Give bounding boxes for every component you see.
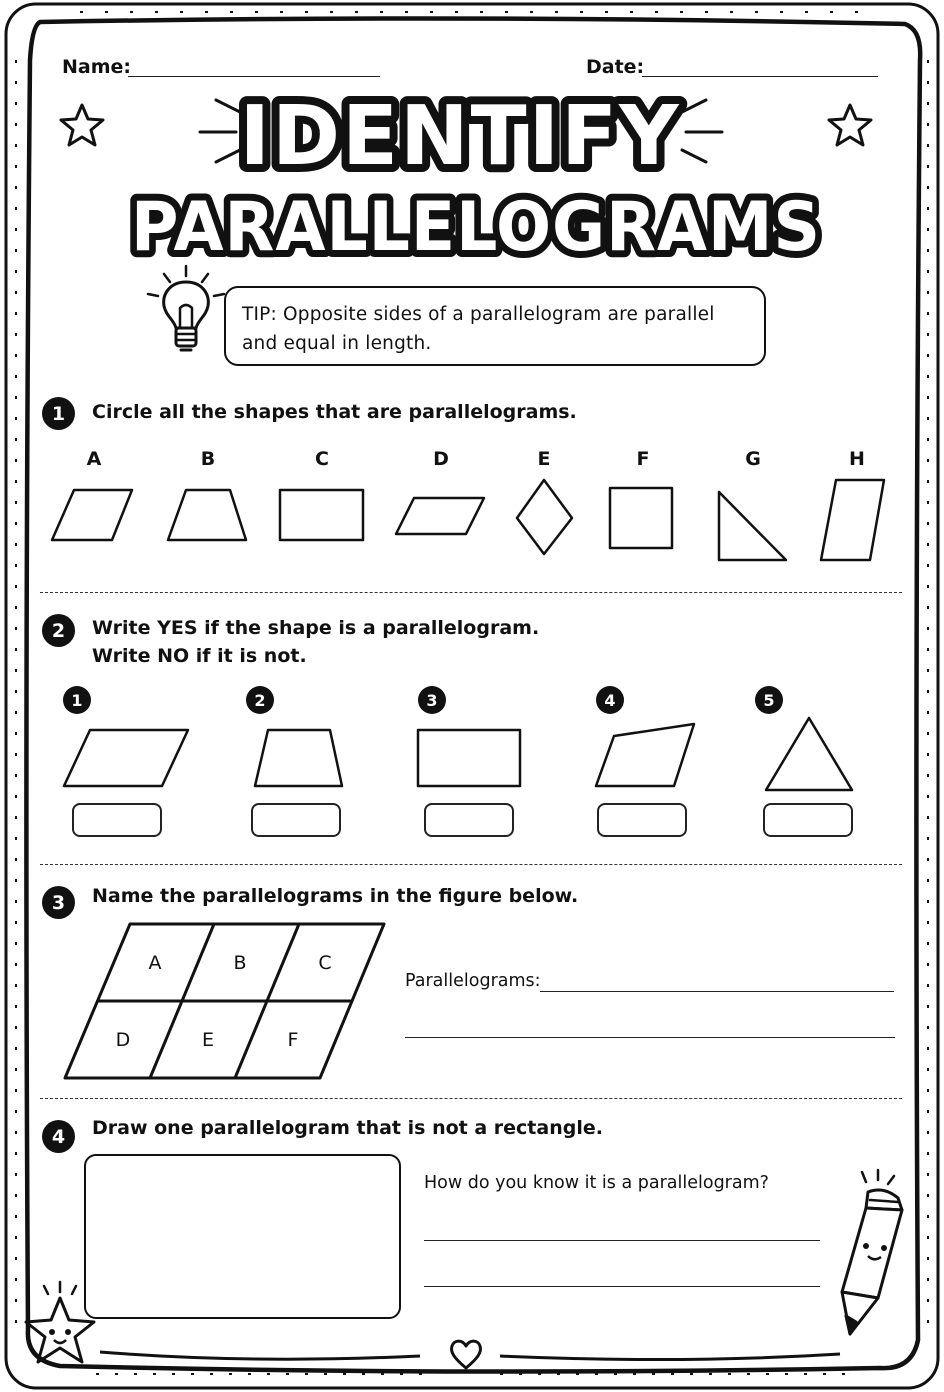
- shape-g[interactable]: [719, 492, 786, 560]
- shape-e[interactable]: [517, 480, 572, 554]
- figure-cell-b: B: [233, 952, 247, 974]
- item-5-number: 5: [755, 686, 783, 714]
- question-2-prompt-line1: Write YES if the shape is a parallelogram.: [92, 617, 540, 639]
- star-icon: [14, 1280, 104, 1370]
- shape-a[interactable]: [52, 490, 132, 540]
- shape-label-h: H: [849, 448, 865, 470]
- parallelograms-answer-line-1[interactable]: [540, 991, 894, 992]
- date-label: Date:: [586, 56, 645, 78]
- question-2-prompt-line2: Write NO if it is not.: [92, 645, 307, 667]
- section-divider: [40, 592, 902, 593]
- question-4-number: 4: [42, 1120, 75, 1153]
- parallelograms-answer-label: Parallelograms:: [405, 971, 541, 991]
- q2-shape-2: [255, 730, 342, 786]
- tip-line1: TIP: Opposite sides of a parallelogram are parallel: [242, 304, 715, 325]
- question-2-number: 2: [42, 614, 75, 647]
- figure-cell-c: C: [318, 952, 332, 974]
- item-3-number: 3: [418, 686, 446, 714]
- figure-cell-a: A: [148, 952, 162, 974]
- shape-label-d: D: [433, 448, 449, 470]
- title-graphic: [0, 0, 944, 280]
- q1-shapes: [0, 470, 944, 570]
- shape-label-f: F: [636, 448, 650, 470]
- parallelograms-answer-line-2[interactable]: [405, 1037, 895, 1038]
- heart-icon: [448, 1336, 484, 1372]
- shape-label-a: A: [86, 448, 102, 470]
- explanation-line-2[interactable]: [424, 1286, 820, 1287]
- question-3-number: 3: [42, 886, 75, 919]
- pencil-icon: [826, 1168, 916, 1344]
- shape-f[interactable]: [610, 488, 672, 548]
- item-1-number: 1: [63, 686, 91, 714]
- answer-box-1[interactable]: [72, 803, 162, 837]
- question-1-prompt: Circle all the shapes that are parallelograms.: [92, 401, 577, 423]
- question-3-prompt: Name the parallelograms in the figure below.: [92, 885, 579, 907]
- answer-box-2[interactable]: [251, 803, 341, 837]
- shape-label-b: B: [200, 448, 216, 470]
- figure-cell-f: F: [287, 1029, 299, 1051]
- item-2-number: 2: [246, 686, 274, 714]
- answer-box-3[interactable]: [424, 803, 514, 837]
- section-divider: [40, 1098, 902, 1099]
- title-line2: PARALLELOGRAMS: [131, 188, 821, 267]
- name-label: Name:: [62, 56, 132, 78]
- question-4-prompt: Draw one parallelogram that is not a rectangle.: [92, 1117, 603, 1139]
- q2-shapes: [0, 710, 944, 800]
- shape-d[interactable]: [396, 498, 484, 534]
- figure-cell-d: D: [115, 1029, 131, 1051]
- q2-shape-3: [418, 730, 520, 786]
- shape-label-e: E: [537, 448, 551, 470]
- title-line1: IDENTIFY: [239, 89, 681, 184]
- answer-box-4[interactable]: [597, 803, 687, 837]
- figure-cell-e: E: [201, 1029, 214, 1051]
- shape-c[interactable]: [280, 490, 363, 540]
- lightbulb-icon: [144, 262, 228, 362]
- q2-shape-1: [64, 730, 188, 786]
- item-4-number: 4: [596, 686, 624, 714]
- section-divider: [40, 864, 902, 865]
- tip-box: [224, 286, 766, 366]
- answer-box-5[interactable]: [763, 803, 853, 837]
- question-1-number: 1: [42, 397, 75, 430]
- q2-shape-5: [766, 718, 852, 790]
- tip-line2: and equal in length.: [242, 333, 432, 354]
- shape-label-g: G: [745, 448, 761, 470]
- explanation-line-1[interactable]: [424, 1240, 820, 1241]
- q2-shape-4: [596, 724, 694, 786]
- shape-h[interactable]: [821, 480, 884, 560]
- shape-b[interactable]: [168, 490, 246, 540]
- shape-label-c: C: [315, 448, 329, 470]
- explanation-question: How do you know it is a parallelogram?: [424, 1173, 769, 1193]
- parallelogram-grid-figure: [0, 910, 400, 1090]
- drawing-box[interactable]: [84, 1154, 401, 1319]
